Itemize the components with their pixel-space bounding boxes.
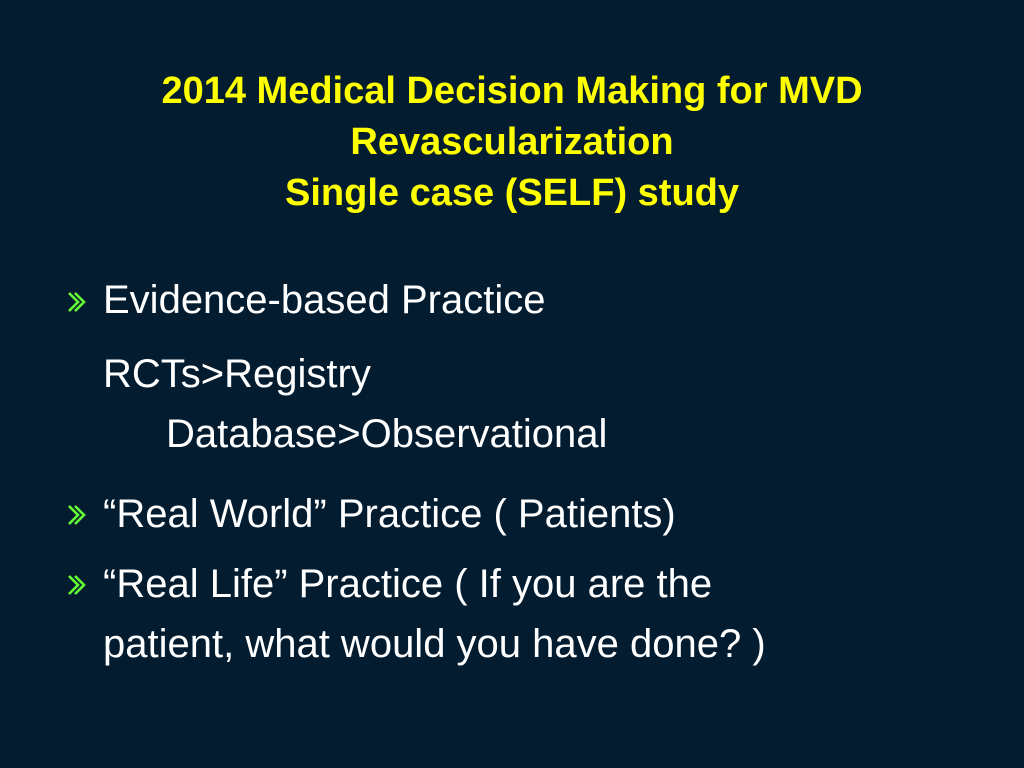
bullet-2-line-1: RCTs>Registry [103,352,371,396]
arrow-bullet-icon [66,574,88,596]
slide-title [40,66,984,219]
title-line-1: 2014 Medical Decision Making for MVD [161,70,863,112]
bullet-4-line-1: “Real Life” Practice ( If you are the [103,562,713,606]
bullet-2-line-2: Database>Observational [166,412,608,456]
title-line-3: Single case (SELF) study [285,172,739,214]
arrow-bullet-icon [66,504,88,526]
bullet-4-line-2: patient, what would you have done? ) [103,622,766,666]
title-line-2: Revascularization [350,121,674,163]
bullet-1-line-1: Evidence-based Practice [103,278,546,322]
bullet-3-line-1: “Real World” Practice ( Patients) [103,492,676,536]
arrow-bullet-icon [66,291,88,313]
